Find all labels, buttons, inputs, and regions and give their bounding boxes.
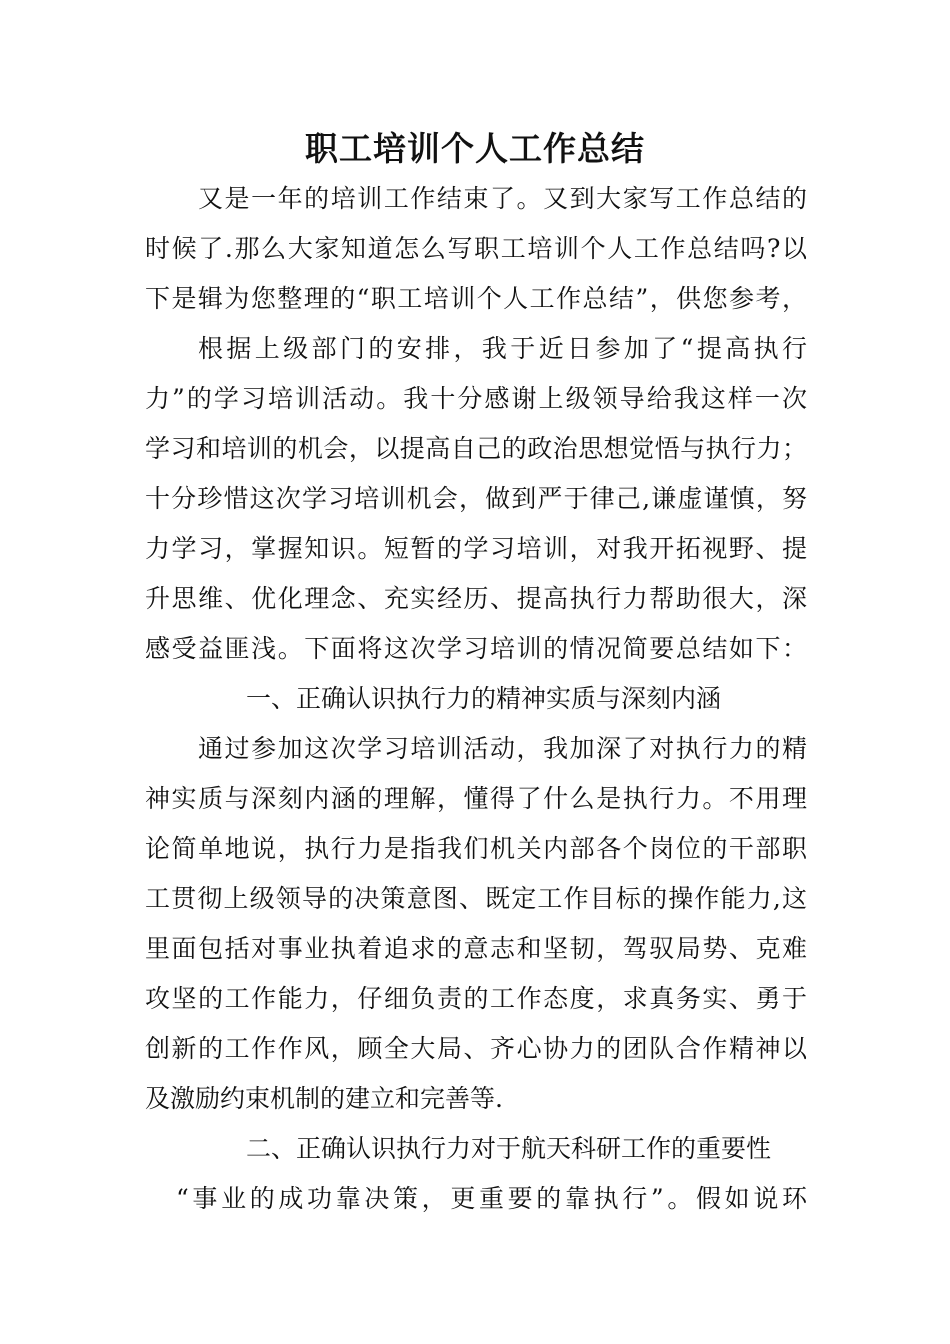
para1-line-7: 感受益匪浅。下面将这次学习培训的情况简要总结如下： — [145, 634, 807, 663]
para2-line-2: 神实质与深刻内涵的理解，懂得了什么是执行力。不用理 — [145, 784, 807, 813]
intro-line-2: 时候了.那么大家知道怎么写职工培训个人工作总结吗?以 — [145, 234, 807, 263]
para1-line-5: 力学习，掌握知识。短暂的学习培训，对我开拓视野、提 — [145, 534, 807, 563]
section-heading-2-text: 二、正确认识执行力对于航天科研工作的重要性 — [246, 1134, 772, 1163]
para2-line-4: 工贯彻上级领导的决策意图、既定工作目标的操作能力,这 — [145, 884, 807, 913]
section-heading-1-text: 一、正确认识执行力的精神实质与深刻内涵 — [246, 684, 722, 713]
para1-line-6: 升思维、优化理念、充实经历、提高执行力帮助很大，深 — [145, 584, 807, 613]
document-title: 职工培训个人工作总结 — [305, 129, 645, 168]
para2-line-5: 里面包括对事业执着追求的意志和坚韧，驾驭局势、克难 — [145, 934, 807, 963]
intro-line-1: 又是一年的培训工作结束了。又到大家写工作总结的 — [198, 184, 807, 213]
para2-line-6: 攻坚的工作能力，仔细负责的工作态度，求真务实、勇于 — [145, 984, 807, 1013]
intro-line-3: 下是辑为您整理的“职工培训个人工作总结”，供您参考， — [145, 284, 807, 313]
section-heading-1 — [0, 674, 950, 724]
para2-line-8: 及激励约束机制的建立和完善等. — [145, 1084, 503, 1113]
section-heading-2 — [0, 1124, 950, 1174]
para1-line-3: 学习和培训的机会，以提高自己的政治思想觉悟与执行力； — [145, 434, 807, 463]
para1-line-4: 十分珍惜这次学习培训机会，做到严于律己,谦虚谨慎，努 — [145, 484, 807, 513]
para2-line-3: 论简单地说，执行力是指我们机关内部各个岗位的干部职 — [145, 834, 807, 863]
para3-line-1: “事业的成功靠决策，更重要的靠执行”。假如说环 — [176, 1184, 807, 1213]
para2-line-1: 通过参加这次学习培训活动，我加深了对执行力的精 — [198, 734, 807, 763]
para1-line-2: 力”的学习培训活动。我十分感谢上级领导给我这样一次 — [145, 384, 807, 413]
para2-line-7: 创新的工作作风，顾全大局、齐心协力的团队合作精神以 — [145, 1034, 807, 1063]
para1-line-1: 根据上级部门的安排，我于近日参加了“提高执行 — [198, 334, 807, 363]
